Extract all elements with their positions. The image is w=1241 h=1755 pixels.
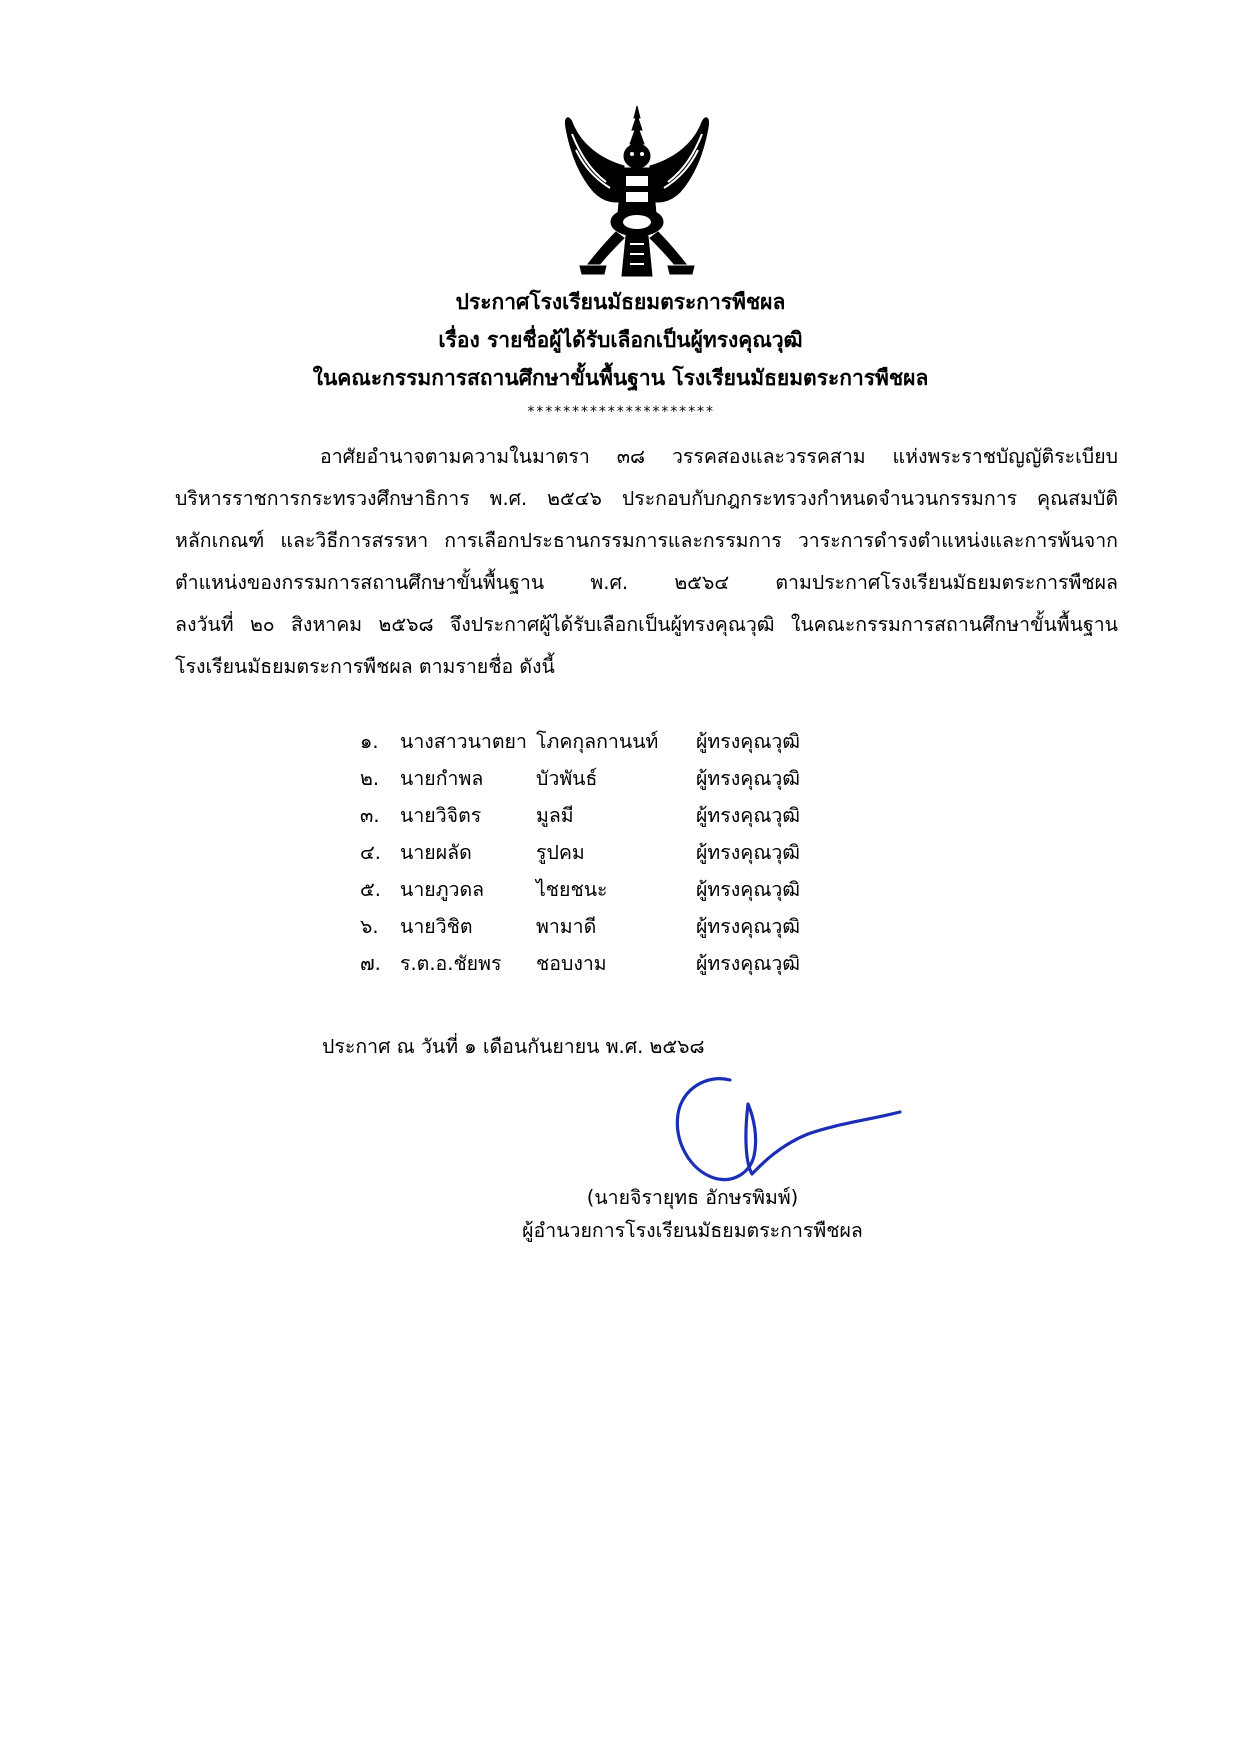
title-separator: ********************* xyxy=(526,404,715,420)
signer-name: (นายจิรายุทธ อักษรพิมพ์) xyxy=(586,1186,799,1209)
member-name: นายภูวดล xyxy=(400,878,485,901)
member-surname: ไชยชนะ xyxy=(536,878,608,901)
member-number: ๑. xyxy=(360,730,379,753)
body-paragraph-line: อาศัยอำนาจตามความในมาตรา ๓๘ วรรคสองและวรรคสาม แห่งพระราชบัญญัติระเบียบ xyxy=(320,445,1118,468)
member-role: ผู้ทรงคุณวุฒิ xyxy=(696,804,800,827)
signer-title: ผู้อำนวยการโรงเรียนมัธยมตระการพืชผล xyxy=(522,1219,863,1242)
member-surname: รูปคม xyxy=(536,841,585,864)
member-role: ผู้ทรงคุณวุฒิ xyxy=(696,878,800,901)
document-subject: เรื่อง รายชื่อผู้ได้รับเลือกเป็นผู้ทรงคุณวุฒิ xyxy=(438,328,803,352)
member-surname: โภคกุลกานนท์ xyxy=(536,730,659,753)
member-surname: พามาดี xyxy=(536,915,597,938)
member-number: ๖. xyxy=(360,915,379,938)
garuda-emblem-icon xyxy=(560,104,715,282)
member-number: ๔. xyxy=(360,841,381,864)
member-number: ๕. xyxy=(360,878,381,901)
member-role: ผู้ทรงคุณวุฒิ xyxy=(696,730,800,753)
member-role: ผู้ทรงคุณวุฒิ xyxy=(696,841,800,864)
member-role: ผู้ทรงคุณวุฒิ xyxy=(696,952,800,975)
member-number: ๓. xyxy=(360,804,380,827)
member-name: ร.ต.อ.ชัยพร xyxy=(400,952,502,975)
member-number: ๒. xyxy=(360,767,380,790)
member-role: ผู้ทรงคุณวุฒิ xyxy=(696,767,800,790)
body-paragraph-line: หลักเกณฑ์ และวิธีการสรรหา การเลือกประธานกรรมการและกรรมการ วาระการดำรงตำแหน่งและการพ้นจาก xyxy=(175,529,1118,552)
member-number: ๗. xyxy=(360,952,381,975)
member-surname: บัวพันธ์ xyxy=(536,767,598,790)
member-surname: ชอบงาม xyxy=(536,952,607,975)
member-name: นายวิชิต xyxy=(400,915,473,938)
signature-icon xyxy=(668,1068,904,1186)
document-subject-scope: ในคณะกรรมการสถานศึกษาขั้นพื้นฐาน โรงเรียนมัธยมตระการพืชผล xyxy=(312,366,929,390)
member-name: นางสาวนาตยา xyxy=(400,730,527,753)
body-paragraph-line: ลงวันที่ ๒๐ สิงหาคม ๒๕๖๘ จึงประกาศผู้ได้รับเลือกเป็นผู้ทรงคุณวุฒิ ในคณะกรรมการสถานศึกษาขั้นพื้นฐาน xyxy=(175,613,1118,636)
body-paragraph-line: โรงเรียนมัธยมตระการพืชผล ตามรายชื่อ ดังนี้ xyxy=(175,655,555,678)
member-name: นายวิจิตร xyxy=(400,804,482,827)
body-paragraph-line: บริหารราชการกระทรวงศึกษาธิการ พ.ศ. ๒๕๔๖ ประกอบกับกฎกระทรวงกำหนดจำนวนกรรมการ คุณสมบัติ xyxy=(175,487,1118,510)
member-name: นายผลัด xyxy=(400,841,472,864)
announcement-date: ประกาศ ณ วันที่ ๑ เดือนกันยายน พ.ศ. ๒๕๖๘ xyxy=(322,1035,705,1058)
document-title: ประกาศโรงเรียนมัธยมตระการพืชผล xyxy=(455,290,786,314)
member-role: ผู้ทรงคุณวุฒิ xyxy=(696,915,800,938)
member-name: นายกำพล xyxy=(400,767,484,790)
member-surname: มูลมี xyxy=(536,804,574,827)
body-paragraph-line: ตำแหน่งของกรรมการสถานศึกษาขั้นพื้นฐาน พ.ศ. ๒๕๖๔ ตามประกาศโรงเรียนมัธยมตระการพืชผล xyxy=(175,571,1118,594)
